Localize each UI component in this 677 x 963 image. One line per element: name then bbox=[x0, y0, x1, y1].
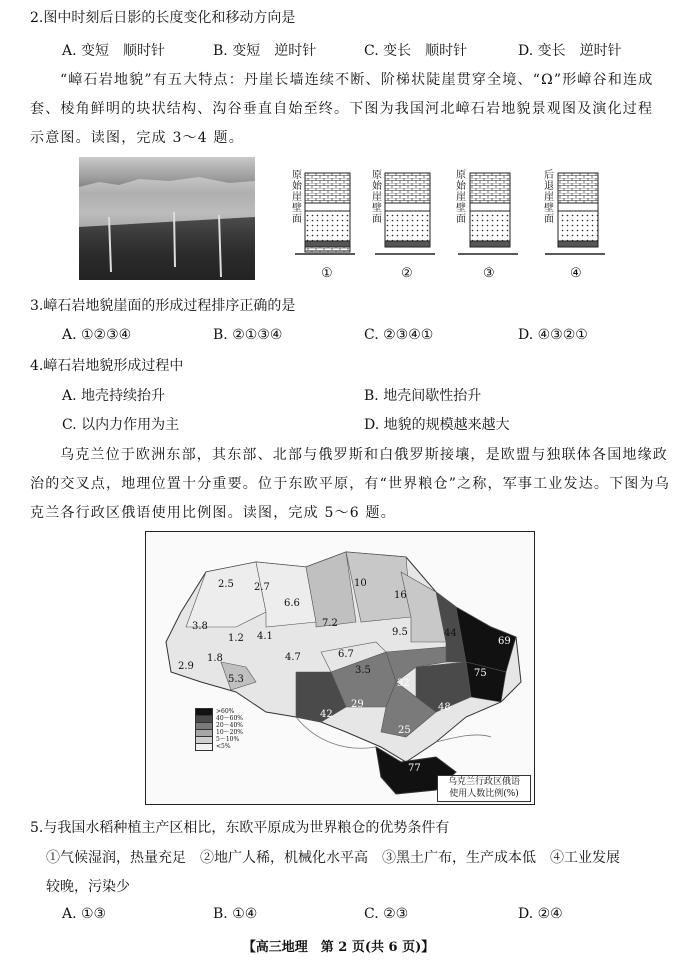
region-label: 25 bbox=[398, 725, 411, 736]
passage2-line1: 乌克兰位于欧洲东部，其东部、北部与俄罗斯和白俄罗斯接壤，是欧盟与独联体各国地缘政 bbox=[60, 447, 668, 463]
map-legend bbox=[195, 708, 243, 750]
region-label: 4.1 bbox=[257, 631, 273, 642]
stage-3-number: ③ bbox=[483, 266, 495, 281]
legend-label: 20～40% bbox=[216, 722, 243, 729]
passage2-line3: 克兰各行政区俄语使用比例图。读图，完成 5～6 题。 bbox=[30, 505, 396, 521]
region-label: 1.8 bbox=[207, 653, 223, 664]
q4-option-c: C. 以内力作用为主 bbox=[62, 417, 180, 433]
stage-4-number: ④ bbox=[570, 266, 582, 281]
region-label: 16 bbox=[394, 590, 407, 601]
region-label: 48 bbox=[438, 702, 451, 713]
q2-option-a: A. 变短 顺时针 bbox=[62, 43, 166, 59]
q2-option-d: D. 变长 逆时针 bbox=[518, 43, 622, 59]
q4-option-d: D. 地貌的规模越来越大 bbox=[364, 417, 510, 433]
region-label: 6.7 bbox=[338, 649, 354, 660]
q3-option-c: C. ②③④① bbox=[364, 327, 434, 343]
stage-2-number: ② bbox=[401, 266, 413, 281]
stage-1-label: 原始崖壁面 bbox=[292, 170, 302, 225]
passage1-line2: 套、棱角鲜明的块状结构、沟谷垂直自始至终。下图为我国河北嶂石岩地貌景观图及演化过程 bbox=[30, 101, 654, 117]
legend-label: 5～10% bbox=[216, 736, 240, 743]
region-label: 2.7 bbox=[254, 582, 270, 593]
passage1-line1: “嶂石岩地貌”有五大特点：丹崖长墙连续不断、阶梯状陡崖贯穿全境、“Ω”形嶂谷和连成 bbox=[60, 72, 654, 88]
stage-2-label: 原始崖壁面 bbox=[372, 170, 382, 225]
region-label: 44 bbox=[444, 628, 457, 639]
q2-option-c: C. 变长 顺时针 bbox=[364, 43, 468, 59]
q3-option-a: A. ①②③④ bbox=[62, 327, 132, 343]
q5-stem: 5.与我国水稻种植主产区相比，东欧平原成为世界粮仓的优势条件有 bbox=[30, 820, 450, 836]
region-label: 69 bbox=[498, 636, 511, 647]
stage-3-label: 原始崖壁面 bbox=[456, 170, 466, 225]
region-label: 4.7 bbox=[285, 652, 301, 663]
q2-stem: 2.图中时刻后日影的长度变化和移动方向是 bbox=[30, 10, 296, 26]
q5-line3: 较晚，污染少 bbox=[46, 879, 130, 895]
region-label: 1.2 bbox=[228, 633, 244, 644]
legend-label: 40～60% bbox=[216, 715, 243, 722]
passage2-line2: 治的交叉点，地理位置十分重要。位于东欧平原，有“世界粮仓”之称，军事工业发达。下图为乌 bbox=[30, 476, 670, 492]
region-label: 9.5 bbox=[392, 627, 408, 638]
q5-option-c: C. ②③ bbox=[364, 906, 409, 922]
q5-option-b: B. ①④ bbox=[213, 906, 258, 922]
map-caption bbox=[437, 775, 531, 802]
region-label: 10 bbox=[354, 578, 367, 589]
region-label: 2.5 bbox=[218, 579, 234, 590]
q4-stem: 4.嶂石岩地貌形成过程中 bbox=[30, 358, 184, 374]
evolution-diagram bbox=[290, 168, 610, 286]
region-label: 5.3 bbox=[228, 674, 244, 685]
legend-swatch bbox=[195, 743, 213, 751]
region-label: 32 bbox=[397, 678, 410, 689]
ukraine-map bbox=[145, 531, 535, 805]
map-caption-line1: 乌克兰行政区俄语 bbox=[447, 777, 520, 787]
stage-4-label: 后退崖壁面 bbox=[544, 170, 554, 225]
q3-option-b: B. ②①③④ bbox=[213, 327, 283, 343]
legend-label: >60% bbox=[216, 708, 235, 715]
region-label: 2.9 bbox=[178, 661, 194, 672]
legend-item bbox=[195, 743, 243, 750]
map-caption-line2: 使用人数比例(%) bbox=[449, 789, 519, 799]
q5-option-d: D. ②④ bbox=[518, 906, 563, 922]
stage-2-diagram bbox=[375, 173, 435, 254]
region-label: 3.5 bbox=[355, 665, 371, 676]
landform-photo bbox=[79, 157, 255, 280]
q5-line2: ①气候湿润，热量充足 ②地广人稀，机械化水平高 ③黑土广布，生产成本低 ④工业发展 bbox=[46, 850, 620, 866]
q4-option-a: A. 地壳持续抬升 bbox=[62, 388, 166, 404]
q5-option-a: A. ①③ bbox=[62, 906, 107, 922]
q2-option-b: B. 变短 逆时针 bbox=[213, 43, 317, 59]
legend-label: 10～20% bbox=[216, 729, 243, 736]
region-label: 6.6 bbox=[284, 598, 300, 609]
region-label: 3.8 bbox=[192, 621, 208, 632]
stage-1-number: ① bbox=[321, 266, 333, 281]
region-label: 29 bbox=[351, 699, 364, 710]
region-label: 75 bbox=[474, 668, 487, 679]
passage1-line3: 示意图。读图，完成 3～4 题。 bbox=[30, 130, 244, 146]
q4-option-b: B. 地壳间歇性抬升 bbox=[364, 388, 482, 404]
region-label: 77 bbox=[408, 763, 421, 774]
region-label: 42 bbox=[320, 709, 333, 720]
stage-1-diagram bbox=[295, 173, 355, 254]
legend-label: <5% bbox=[216, 743, 231, 750]
q3-option-d: D. ④③②① bbox=[518, 327, 588, 343]
page-footer: 【高三地理 第 2 页(共 6 页)】 bbox=[242, 940, 435, 955]
region-label: 7.2 bbox=[322, 618, 338, 629]
q3-stem: 3.嶂石岩地貌崖面的形成过程排序正确的是 bbox=[30, 298, 296, 314]
